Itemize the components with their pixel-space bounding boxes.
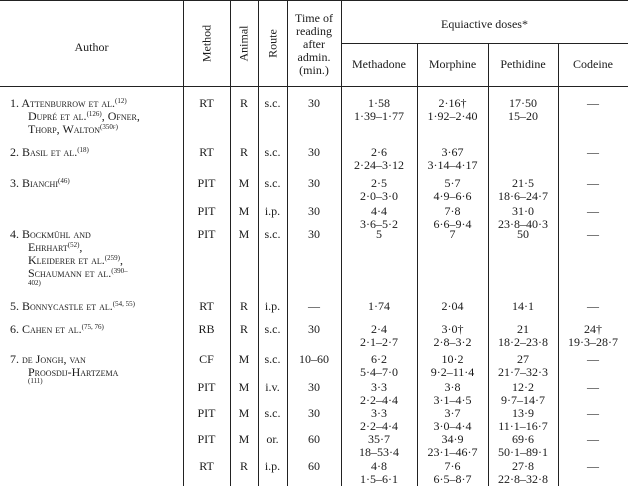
cell-route: i.p. bbox=[264, 204, 281, 218]
author-name: Schaumann et al. bbox=[28, 266, 112, 280]
ref-superscript: (46) bbox=[58, 177, 70, 185]
cell-route: s.c. bbox=[264, 176, 281, 190]
cell-cod: — bbox=[587, 299, 599, 313]
author-entry bbox=[10, 145, 89, 161]
cell-method: CF bbox=[199, 352, 214, 366]
cell-route: or. bbox=[266, 432, 279, 446]
cell-animal: M bbox=[238, 380, 250, 394]
author-name: , bbox=[119, 253, 123, 267]
header-method: Method bbox=[199, 24, 214, 63]
cell-time: 30 bbox=[308, 380, 320, 394]
cell-time: 60 bbox=[308, 432, 320, 446]
cell-cod: — bbox=[587, 459, 599, 473]
cell-morph: 23·1–46·7 bbox=[427, 445, 478, 459]
cell-peth: 31·0 bbox=[512, 204, 534, 218]
cell-morph: 3·14–4·17 bbox=[427, 158, 478, 172]
cell-meth: 3·3 bbox=[371, 406, 387, 420]
cell-animal: M bbox=[238, 204, 250, 218]
author-entry bbox=[28, 280, 41, 294]
cell-meth: 35·7 bbox=[368, 432, 390, 446]
cell-peth: 11·1–16·7 bbox=[498, 419, 548, 433]
ref-superscript: (111) bbox=[28, 377, 43, 385]
cell-morph: 10·2 bbox=[441, 352, 464, 366]
cell-cod: 19·3–28·7 bbox=[568, 335, 618, 349]
cell-peth: 12·2 bbox=[512, 380, 534, 394]
header-time bbox=[287, 12, 341, 77]
cell-morph: 4·9–6·6 bbox=[433, 189, 472, 203]
cell-cod: — bbox=[587, 145, 599, 159]
author-name: 6. Cahen et al. bbox=[10, 322, 82, 336]
header-bottom-rule bbox=[0, 86, 628, 87]
cell-method: PIT bbox=[197, 432, 216, 446]
header-time-line: after bbox=[303, 37, 325, 51]
author-entry bbox=[28, 266, 128, 282]
cell-meth: 6·2 bbox=[371, 352, 387, 366]
ref-superscript: (259) bbox=[104, 254, 120, 262]
cell-route: s.c. bbox=[264, 145, 281, 159]
cell-method: PIT bbox=[197, 380, 216, 394]
author-name: Kleiderer et al. bbox=[28, 253, 105, 267]
cell-cod: 24† bbox=[584, 322, 602, 336]
header-route: Route bbox=[265, 29, 280, 58]
cell-morph: 6·5–8·7 bbox=[433, 472, 472, 486]
cell-morph: 1·92–2·40 bbox=[427, 109, 478, 123]
cell-morph: 2·04 bbox=[441, 299, 464, 313]
cell-animal: M bbox=[238, 432, 250, 446]
cell-meth: 2·5 bbox=[371, 176, 387, 190]
cell-route: s.c. bbox=[264, 322, 281, 336]
author-name: 7. de Jongh, van bbox=[10, 352, 86, 366]
cell-time: 60 bbox=[308, 459, 320, 473]
cell-animal: R bbox=[239, 299, 248, 313]
cell-morph: 3·7 bbox=[444, 406, 461, 420]
header-time-line: reading bbox=[296, 24, 332, 38]
author-entry bbox=[10, 322, 104, 338]
author-entry bbox=[28, 378, 43, 392]
header-time-line: Time of bbox=[295, 11, 333, 25]
cell-method: PIT bbox=[197, 176, 216, 190]
cell-peth: 27·8 bbox=[512, 459, 534, 473]
cell-animal: R bbox=[239, 145, 248, 159]
cell-peth: 50 bbox=[517, 227, 529, 241]
cell-peth: 22·8–32·8 bbox=[498, 472, 548, 486]
author-entry bbox=[10, 299, 135, 315]
cell-cod: — bbox=[587, 352, 599, 366]
cell-method: RT bbox=[199, 96, 214, 110]
table-top-rule bbox=[0, 0, 628, 1]
author-name: 1. Attenburrow et al. bbox=[10, 96, 115, 110]
cell-method: RT bbox=[199, 145, 214, 159]
cell-morph: 7 bbox=[449, 227, 456, 241]
author-name: 4. Bockmühl and bbox=[10, 227, 91, 241]
cell-meth: 2·0–3·0 bbox=[360, 189, 398, 203]
ref-superscript: (390– bbox=[111, 267, 128, 275]
cell-animal: R bbox=[239, 459, 248, 473]
cell-peth: 9·7–14·7 bbox=[501, 393, 545, 407]
header-time-line: admin. bbox=[297, 50, 331, 64]
header-codeine: Codeine bbox=[573, 57, 613, 71]
header-animal: Animal bbox=[236, 25, 251, 62]
ref-superscript: (75, 76) bbox=[81, 323, 104, 331]
ref-superscript: (54, 55) bbox=[112, 300, 135, 308]
author-name: 2. Basil et al. bbox=[10, 145, 78, 159]
cell-meth: 2·4 bbox=[371, 322, 387, 336]
cell-time: 30 bbox=[308, 145, 320, 159]
cell-meth: 2·2–4·4 bbox=[360, 393, 398, 407]
cell-peth: 50·1–89·1 bbox=[498, 445, 548, 459]
cell-morph: 3·1–4·5 bbox=[433, 393, 472, 407]
cell-peth: 21·5 bbox=[512, 176, 534, 190]
header-methadone: Methadone bbox=[352, 57, 406, 71]
cell-morph: 2·16† bbox=[438, 96, 467, 110]
author-entry bbox=[28, 122, 118, 138]
cell-morph: 9·2–11·4 bbox=[430, 365, 475, 379]
ref-superscript: (12) bbox=[115, 97, 127, 105]
cell-peth: 15–20 bbox=[508, 109, 538, 123]
cell-meth: 4·4 bbox=[371, 204, 387, 218]
cell-meth: 2·6 bbox=[371, 145, 387, 159]
equiactive-rule bbox=[341, 43, 628, 44]
cell-cod: — bbox=[587, 406, 599, 420]
cell-peth: 69·6 bbox=[512, 432, 534, 446]
cell-morph: 2·8–3·2 bbox=[433, 335, 472, 349]
cell-method: RT bbox=[199, 299, 214, 313]
cell-peth: 14·1 bbox=[512, 299, 534, 313]
ref-superscript: (126) bbox=[86, 110, 102, 118]
ref-superscript: (18) bbox=[77, 146, 89, 154]
cell-cod: — bbox=[587, 432, 599, 446]
cell-morph: 3·0–4·4 bbox=[433, 419, 472, 433]
cell-morph: 3·8 bbox=[444, 380, 461, 394]
header-author: Author bbox=[74, 40, 109, 54]
cell-morph: 7·6 bbox=[444, 459, 461, 473]
header-time-line: (min.) bbox=[299, 63, 329, 77]
cell-route: s.c. bbox=[264, 352, 281, 366]
cell-meth: 1·39–1·77 bbox=[354, 109, 404, 123]
cell-time: — bbox=[308, 299, 320, 313]
cell-cod: — bbox=[587, 176, 599, 190]
cell-peth: 23·8–40·3 bbox=[498, 217, 548, 231]
cell-time: 30 bbox=[308, 176, 320, 190]
ref-superscript: 402) bbox=[28, 279, 41, 287]
author-name: Proosdij-Hartzema bbox=[28, 365, 119, 379]
cell-time: 30 bbox=[308, 204, 320, 218]
author-entry bbox=[10, 227, 91, 241]
author-name: 5. Bonnycastle et al. bbox=[10, 299, 113, 313]
cell-cod: — bbox=[587, 227, 599, 241]
cell-animal: M bbox=[238, 406, 250, 420]
cell-method: PIT bbox=[197, 204, 216, 218]
header-pethidine: Pethidine bbox=[500, 57, 546, 71]
cell-peth: 17·50 bbox=[509, 96, 537, 110]
cell-meth: 2·1–2·7 bbox=[360, 335, 398, 349]
cell-animal: R bbox=[239, 96, 248, 110]
cell-morph: 3·67 bbox=[441, 145, 464, 159]
cell-time: 30 bbox=[308, 96, 320, 110]
author-entry bbox=[10, 352, 86, 366]
cell-time: 30 bbox=[308, 227, 320, 241]
cell-time: 30 bbox=[308, 322, 320, 336]
ref-superscript: (52) bbox=[67, 241, 80, 249]
ref-superscript: (350f) bbox=[100, 123, 118, 131]
cell-route: i.p. bbox=[264, 459, 281, 473]
header-morphine: Morphine bbox=[428, 57, 477, 71]
cell-peth: 27 bbox=[517, 352, 529, 366]
cell-route: s.c. bbox=[264, 96, 281, 110]
cell-route: s.c. bbox=[264, 227, 281, 241]
author-name: , bbox=[79, 240, 83, 254]
cell-meth: 5·4–7·0 bbox=[360, 365, 398, 379]
cell-meth: 2·24–3·12 bbox=[354, 158, 404, 172]
author-name: Dupré et al. bbox=[28, 109, 87, 123]
cell-route: i.p. bbox=[264, 299, 281, 313]
cell-meth: 3·6–5·2 bbox=[360, 217, 398, 231]
cell-meth: 1·58 bbox=[368, 96, 390, 110]
cell-morph: 3·0† bbox=[441, 322, 464, 336]
cell-cod: — bbox=[587, 204, 599, 218]
cell-route: s.c. bbox=[264, 406, 281, 420]
cell-meth: 3·3 bbox=[371, 380, 387, 394]
cell-peth: 13·9 bbox=[512, 406, 534, 420]
cell-method: PIT bbox=[197, 227, 216, 241]
cell-time: 10–60 bbox=[299, 352, 329, 366]
cell-animal: M bbox=[238, 352, 250, 366]
cell-route: i.v. bbox=[265, 380, 280, 394]
cell-method: RB bbox=[198, 322, 215, 336]
cell-morph: 7·8 bbox=[444, 204, 461, 218]
cell-meth: 2·2–4·4 bbox=[360, 419, 398, 433]
cell-meth: 4·8 bbox=[371, 459, 387, 473]
cell-cod: — bbox=[587, 380, 599, 394]
cell-meth: 5 bbox=[376, 227, 382, 241]
cell-morph: 34·9 bbox=[441, 432, 464, 446]
cell-peth: 18·2–23·8 bbox=[498, 335, 548, 349]
cell-peth: 18·6–24·7 bbox=[498, 189, 548, 203]
cell-meth: 1·74 bbox=[368, 299, 390, 313]
author-name: , Ofner, bbox=[101, 109, 140, 123]
cell-cod: — bbox=[587, 96, 599, 110]
cell-meth: 1·5–6·1 bbox=[360, 472, 398, 486]
cell-peth: 21·7–32·3 bbox=[498, 365, 548, 379]
cell-animal: M bbox=[238, 176, 250, 190]
cell-animal: M bbox=[238, 227, 250, 241]
cell-method: RT bbox=[199, 459, 214, 473]
cell-time: 30 bbox=[308, 406, 320, 420]
author-name: 3. Bianchi bbox=[10, 176, 58, 190]
cell-method: PIT bbox=[197, 406, 216, 420]
cell-animal: R bbox=[239, 322, 248, 336]
cell-peth: 21 bbox=[517, 322, 529, 336]
cell-morph: 5·7 bbox=[444, 176, 461, 190]
header-equiactive: Equiactive doses* bbox=[441, 17, 528, 31]
cell-meth: 18–53·4 bbox=[359, 445, 399, 459]
cell-morph: 6·6–9·4 bbox=[433, 217, 472, 231]
author-name: Thorp, Walton bbox=[28, 122, 101, 136]
author-name: Ehrhart bbox=[28, 240, 68, 254]
author-entry bbox=[10, 176, 70, 192]
